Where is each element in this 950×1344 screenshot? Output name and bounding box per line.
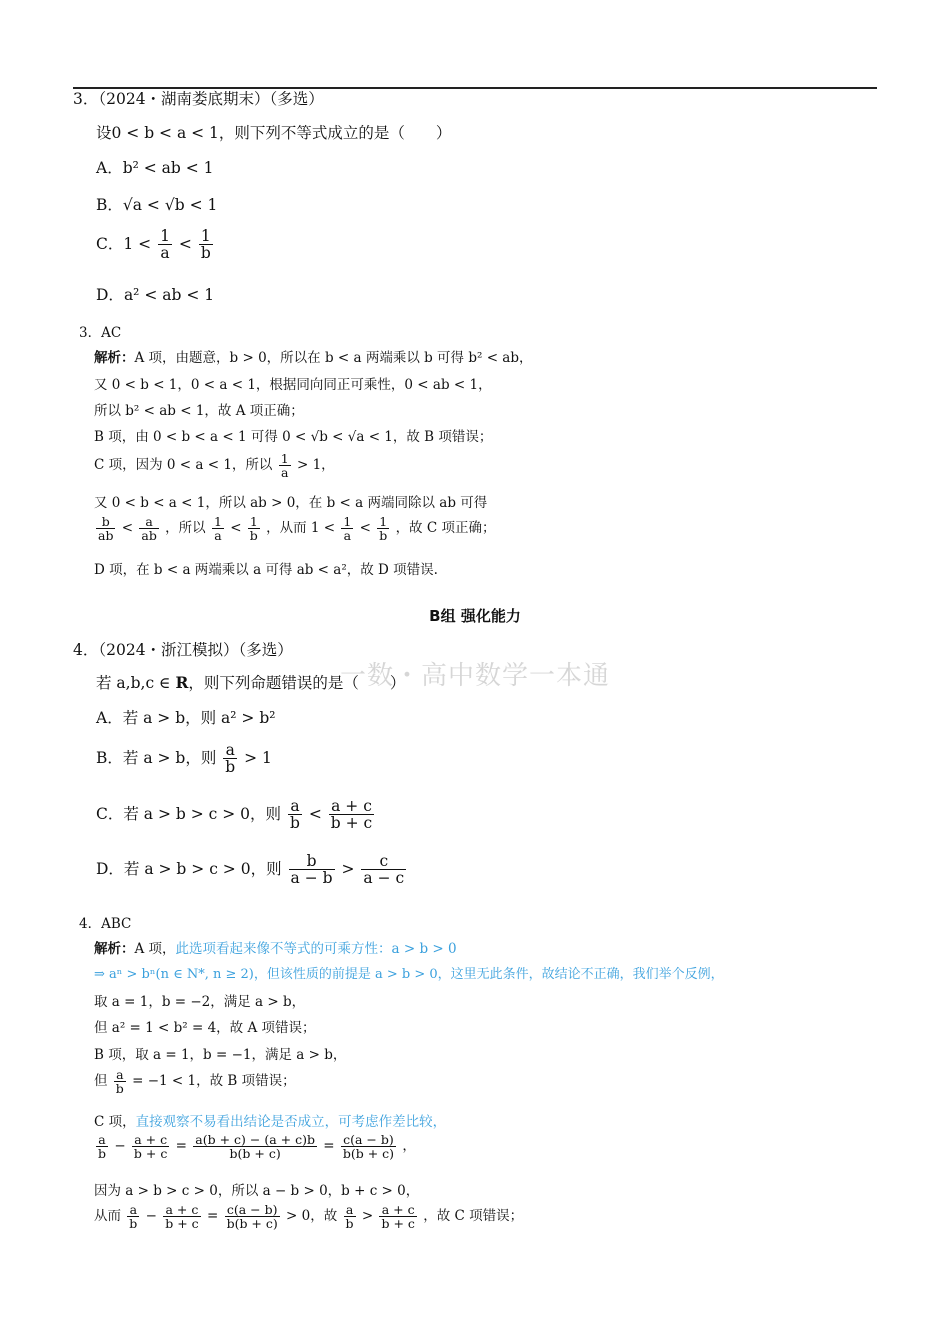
solution-4-line-6: 但 $\frac{a}{b}$ = −1 < 1，故 B 项错误；	[94, 1067, 296, 1097]
fraction: $\frac{1}{b}$	[249, 514, 258, 544]
question-4-header: 4．（2024・浙江模拟）（多选）	[73, 641, 293, 659]
fraction: $\frac{a + c}{b + c}$	[133, 1132, 168, 1162]
option-4B: B．若 a > b，则 $\frac{a}{b}$ > 1	[96, 741, 272, 777]
option-4D: D．若 a > b > c > 0，则 $\frac{b}{a - b}$ > $\frac{c}{a - c}$	[96, 852, 405, 888]
solution-3-line-8: D 项，在 b < a 两端乘以 a 可得 ab < a²，故 D 项错误.	[94, 562, 438, 578]
fraction: $\frac{a}{b}$	[289, 797, 300, 833]
solution-4-line-2: ⇒ aⁿ > bⁿ(n ∈ N*, n ≥ 2)，但该性质的前提是 a > b > 0，这里无此条件，故结论不正确，我们举个反例，	[94, 967, 724, 982]
fraction: $\frac{a + c}{b + c}$	[330, 797, 373, 833]
question-3-header: 3．（2024・湖南娄底期末）（多选）	[73, 90, 324, 108]
question-3-stem: 设0 < b < a < 1，则下列不等式成立的是（ ）	[96, 124, 452, 142]
fraction: $\frac{a}{b}$	[345, 1202, 354, 1232]
fraction: $\frac{a}{b}$	[129, 1202, 138, 1232]
solution-3-line-4: B 项，由 0 < b < a < 1 可得 0 < √b < √a < 1，故 B 项错误；	[94, 429, 493, 445]
solution-3-line-5: C 项，因为 0 < a < 1，所以 $\frac{1}{a}$ > 1，	[94, 451, 335, 481]
solution-3-line-1: 解析：A 项，由题意，b > 0，所以在 b < a 两端乘以 b 可得 b² < ab，	[94, 350, 533, 366]
section-heading: B组 强化能力	[429, 607, 521, 625]
fraction: $\frac{1}{b}$	[379, 514, 388, 544]
option-3C: C．1 < $\frac{1}{a}$ < $\frac{1}{b}$	[96, 227, 211, 263]
fraction: $\frac{c(a - b)}{b(b + c)}$	[342, 1132, 395, 1162]
watermark: 一数・高中数学一本通	[340, 661, 611, 691]
fraction: $\frac{1}{b}$	[200, 227, 211, 263]
solution-4-line-9: 因为 a > b > c > 0，所以 a − b > 0，b + c > 0，	[94, 1183, 420, 1199]
fraction: $\frac{a}{b}$	[98, 1132, 107, 1162]
answer-3: 3．AC	[79, 325, 122, 341]
solution-3-line-2: 又 0 < b < 1，0 < a < 1，根据同向同正可乘性，0 < ab < 1，	[94, 377, 492, 393]
option-3D: D．a² < ab < 1	[96, 286, 215, 304]
fraction: $\frac{1}{a}$	[343, 514, 352, 544]
solution-3-line-6: 又 0 < b < a < 1，所以 ab > 0，在 b < a 两端同除以 ab 可得	[94, 495, 488, 511]
solution-4-line-7: C 项，直接观察不易看出结论是否成立，可考虑作差比较，	[94, 1114, 447, 1130]
fraction: $\frac{b}{a - b}$	[290, 852, 333, 888]
fraction: $\frac{a}{b}$	[225, 741, 236, 777]
solution-3-line-3: 所以 b² < ab < 1，故 A 项正确；	[94, 403, 304, 419]
question-4-stem: 若 a,b,c ∈ R，则下列命题错误的是（ ）	[96, 673, 406, 692]
fraction: $\frac{a}{ab}$	[141, 514, 157, 544]
fraction: $\frac{c}{a - c}$	[363, 852, 405, 888]
answer-4: 4．ABC	[79, 916, 132, 932]
solution-4-line-3: 取 a = 1，b = −2，满足 a > b，	[94, 994, 306, 1010]
fraction: $\frac{1}{a}$	[213, 514, 222, 544]
fraction: $\frac{a}{b}$	[115, 1067, 124, 1097]
option-3B: B．√a < √b < 1	[96, 196, 218, 214]
option-3A: A．b² < ab < 1	[96, 159, 214, 177]
fraction: $\frac{a + c}{b + c}$	[381, 1202, 415, 1232]
solution-3-line-7: $\frac{b}{ab}$ < $\frac{a}{ab}$ ，所以 $\frac{1}{a}$ < $\frac{1}{b}$ ，从而 1 < $\frac{1}{a}$ < $\frac{1}{b}$ ，故 C 项正确；	[98, 514, 496, 544]
solution-4-line-8: $\frac{a}{b}$ − $\frac{a + c}{b + c}$ = $\frac{a(b + c) - (a + c)b}{b(b + c)}$ = $\frac{c(a - b)}{b(b + c)}$ ，	[98, 1132, 416, 1162]
fraction: $\frac{1}{a}$	[280, 451, 289, 481]
option-4A: A．若 a > b，则 a² > b²	[96, 709, 276, 727]
fraction: $\frac{a(b + c) - (a + c)b}{b(b + c)}$	[195, 1132, 315, 1162]
solution-4-line-5: B 项，取 a = 1，b = −1，满足 a > b，	[94, 1047, 347, 1063]
solution-4-line-4: 但 a² = 1 < b² = 4，故 A 项错误；	[94, 1020, 316, 1036]
fraction: $\frac{b}{ab}$	[98, 514, 114, 544]
fraction: $\frac{1}{a}$	[160, 227, 170, 263]
fraction: $\frac{c(a - b)}{b(b + c)}$	[226, 1202, 278, 1232]
solution-4-line-1: 解析：A 项，此选项看起来像不等式的可乘方性：a > b > 0	[94, 941, 457, 957]
solution-4-line-10: 从而 $\frac{a}{b}$ − $\frac{a + c}{b + c}$ = $\frac{c(a - b)}{b(b + c)}$ > 0，故 $\frac{a}{b}$ > $\frac{a + c}{b + c}$ ，故 C 项错误；	[94, 1202, 524, 1232]
option-4C: C．若 a > b > c > 0，则 $\frac{a}{b}$ < $\frac{a + c}{b + c}$	[96, 797, 373, 833]
fraction: $\frac{a + c}{b + c}$	[165, 1202, 199, 1232]
